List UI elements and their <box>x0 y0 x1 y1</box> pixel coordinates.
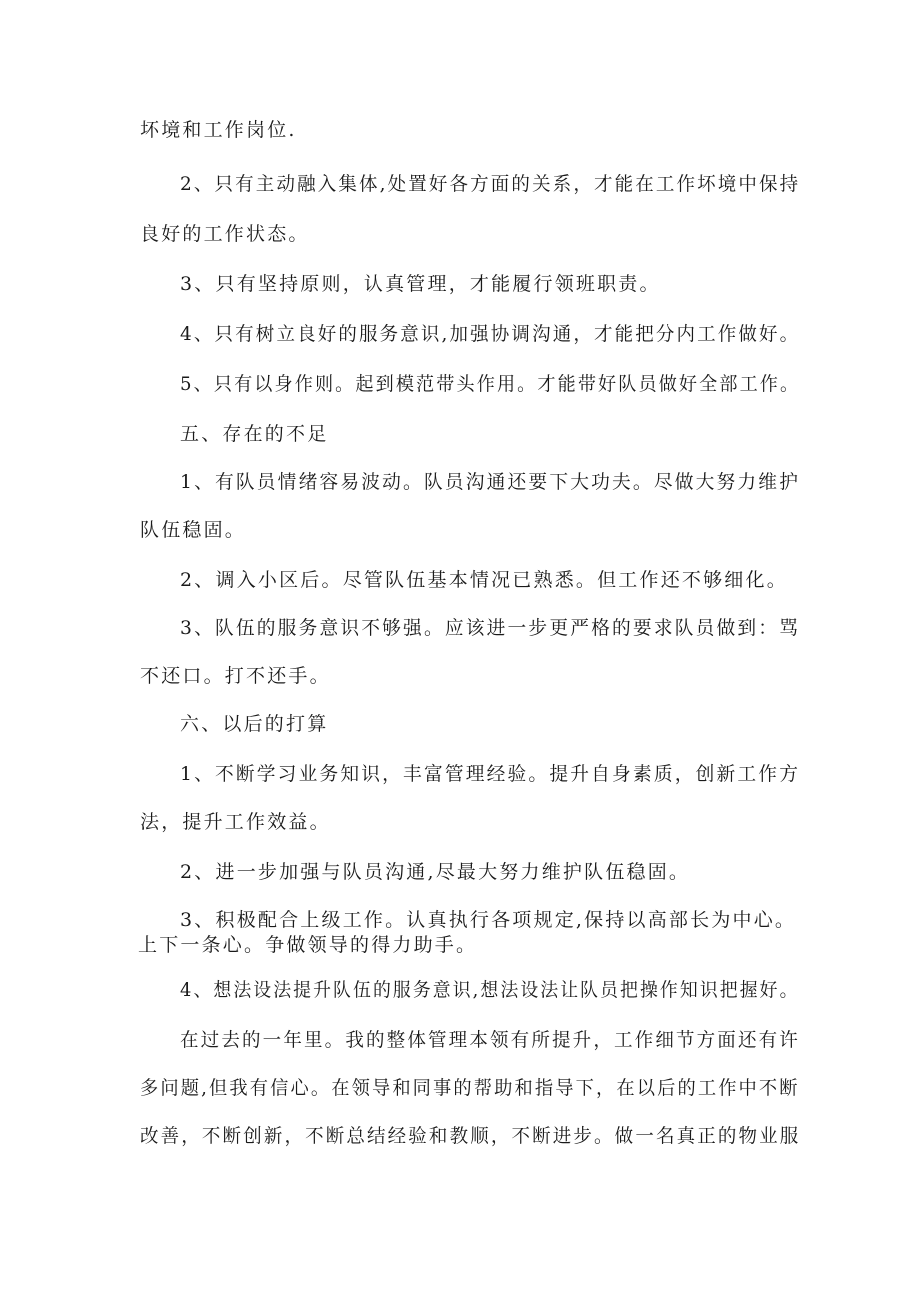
paragraph-line: 不还口。打不还手。 <box>140 665 331 687</box>
paragraph-line: 队伍稳固。 <box>140 519 247 541</box>
paragraph-line: 改善，不断创新，不断总结经验和教顺，不断进步。做一名真正的物业服 <box>140 1125 801 1147</box>
paragraph-line: 3、队伍的服务意识不够强。应该进一步更严格的要求队员做到：骂 <box>180 617 801 639</box>
paragraph-line: 2、只有主动融入集体,处置好各方面的关系，才能在工作坏境中保持 <box>180 173 801 195</box>
paragraph-line: 4、想法设法提升队伍的服务意识,想法设法让队员把操作知识把握好。 <box>180 979 800 1001</box>
paragraph-line: 上下一条心。争做领导的得力助手。 <box>138 934 478 956</box>
paragraph-line: 法，提升工作效益。 <box>140 811 331 833</box>
paragraph-line: 5、只有以身作则。起到模范带头作用。才能带好队员做好全部工作。 <box>180 373 801 395</box>
paragraph-line: 2、调入小区后。尽管队伍基本情况已熟悉。但工作还不够细化。 <box>180 569 788 591</box>
section-heading: 五、存在的不足 <box>180 423 329 445</box>
paragraph-line: 1、有队员情绪容易波动。队员沟通还要下大功夫。尽做大努力维护 <box>180 471 801 493</box>
paragraph-line: 良好的工作状态。 <box>140 223 310 245</box>
paragraph-line: 3、只有坚持原则，认真管理，才能履行领班职责。 <box>180 273 661 295</box>
paragraph-line: 坏境和工作岗位. <box>140 119 297 141</box>
paragraph-line: 1、不断学习业务知识，丰富管理经验。提升自身素质，创新工作方 <box>180 763 801 785</box>
section-heading: 六、以后的打算 <box>180 713 329 735</box>
paragraph-line: 3、积极配合上级工作。认真执行各项规定,保持以高部长为中心。 <box>180 909 797 931</box>
paragraph-line: 在过去的一年里。我的整体管理本领有所提升，工作细节方面还有许 <box>180 1029 800 1051</box>
paragraph-line: 多问题,但我有信心。在领导和同事的帮助和指导下，在以后的工作中不断 <box>140 1077 800 1099</box>
paragraph-line: 2、进一步加强与队员沟通,尽最大努力维护队伍稳固。 <box>180 861 691 883</box>
paragraph-line: 4、只有树立良好的服务意识,加强协调沟通，才能把分内工作做好。 <box>180 323 801 345</box>
